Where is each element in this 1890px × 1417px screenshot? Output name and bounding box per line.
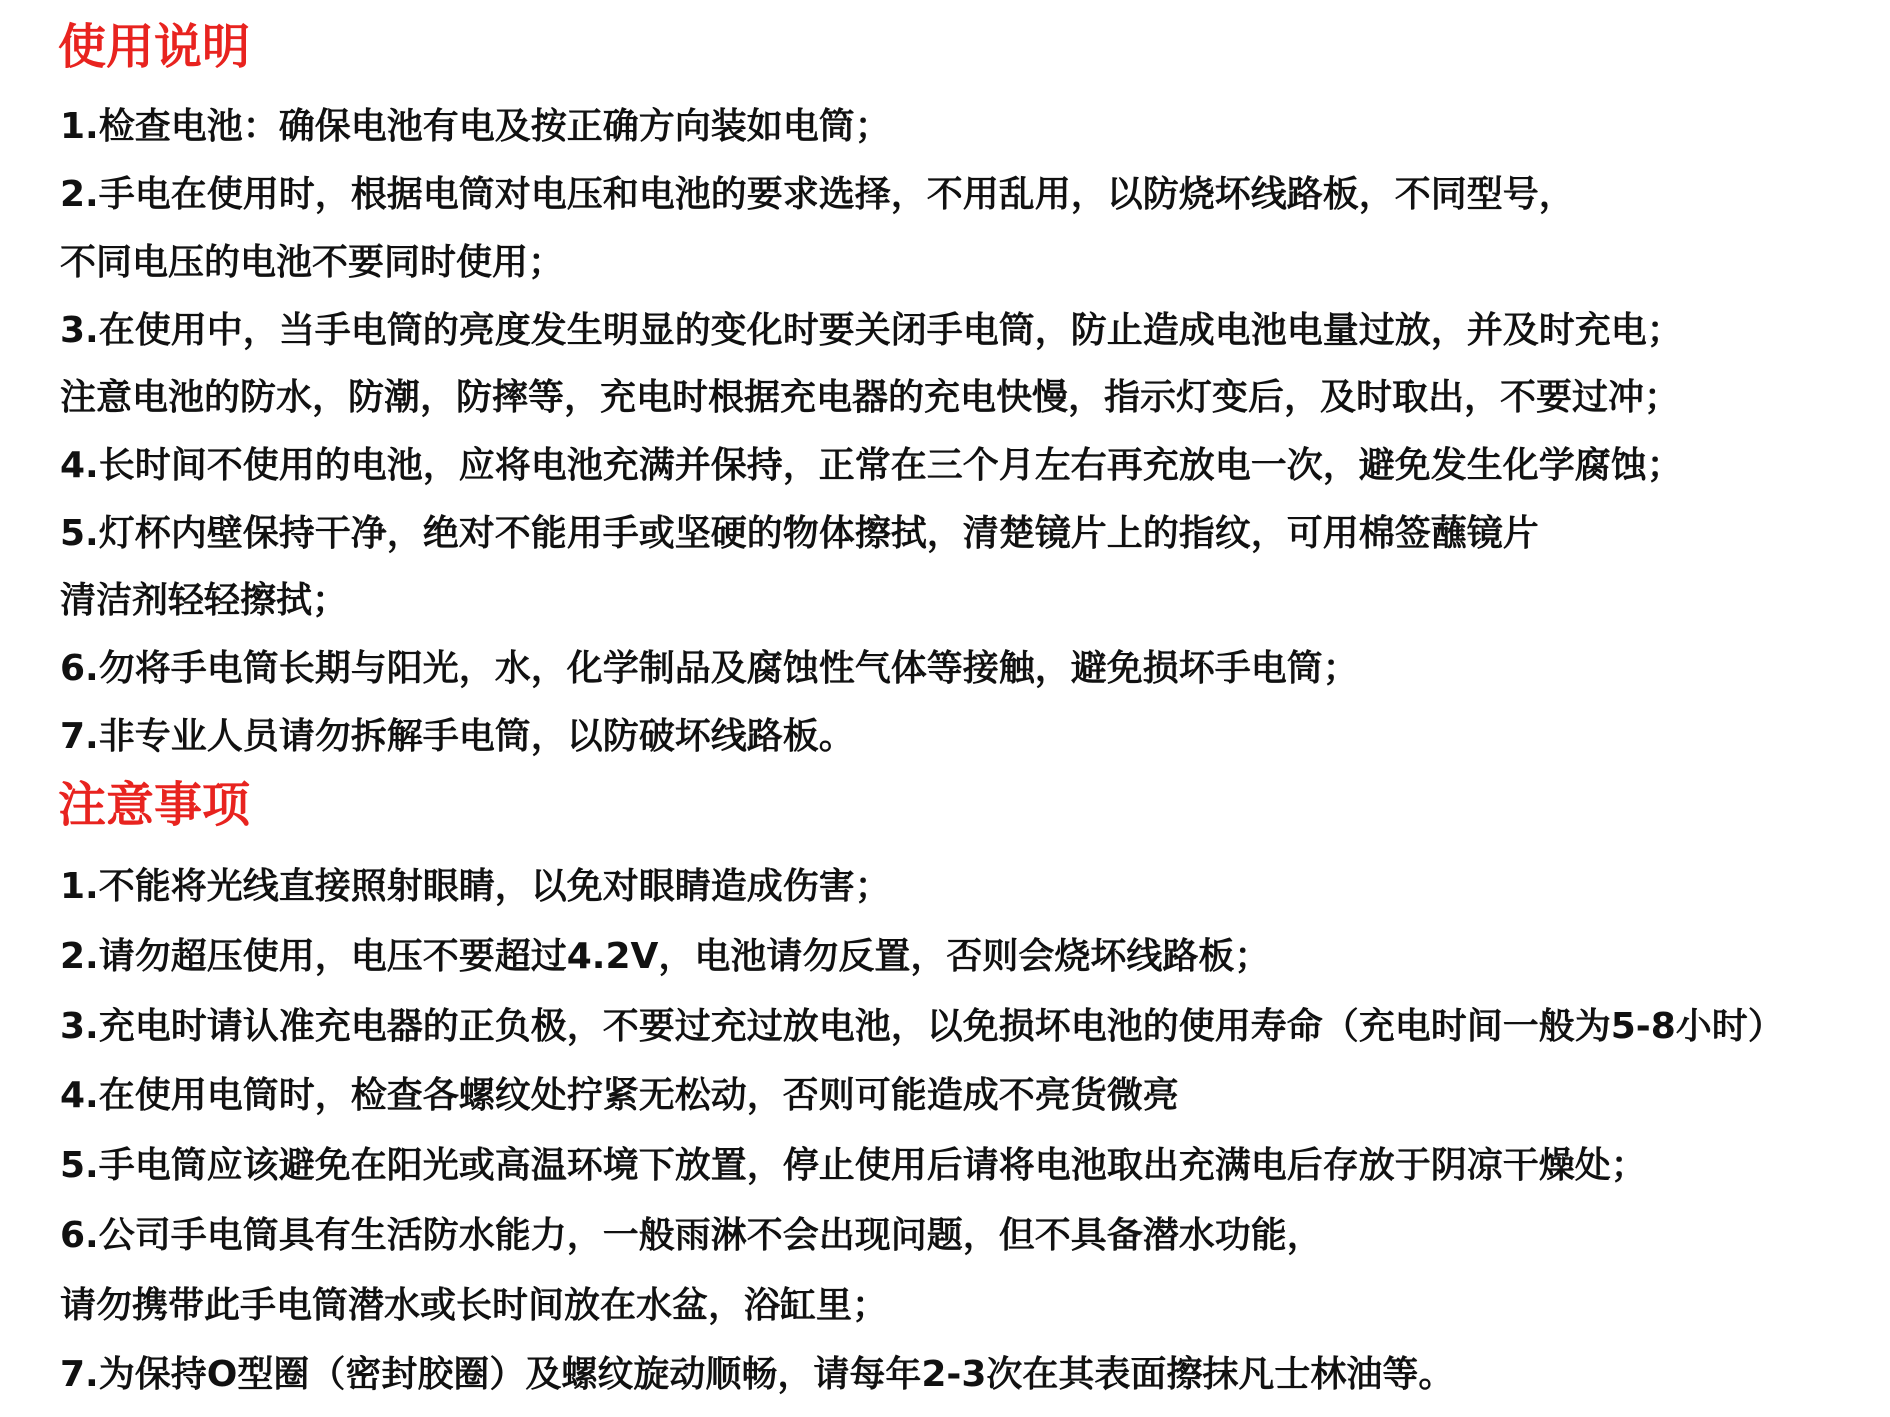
usage-title: 使用说明 — [58, 19, 251, 75]
notes-title: 注意事项 — [58, 777, 251, 833]
notes-line: 4.在使用电筒时，检查各螺纹处拧紧无松动，否则可能造成不亮货微亮 — [60, 1075, 1179, 1116]
notes-line: 1.不能将光线直接照射眼睛，以免对眼睛造成伤害； — [60, 866, 891, 907]
notes-line: 3.充电时请认准充电器的正负极，不要过充过放电池，以免损坏电池的使用寿命（充电时间一般为5-8小时） — [60, 1006, 1784, 1047]
notes-line: 请勿携带此手电筒潜水或长时间放在水盆，浴缸里； — [60, 1285, 889, 1326]
notes-line: 7.为保持O型圈（密封胶圈）及螺纹旋动顺畅，请每年2-3次在其表面擦抹凡士林油等。 — [60, 1354, 1455, 1395]
usage-line: 3.在使用中，当手电筒的亮度发生明显的变化时要关闭手电筒，防止造成电池电量过放，并及时充电； — [60, 310, 1683, 351]
usage-line: 1.检查电池：确保电池有电及按正确方向装如电筒； — [60, 106, 891, 147]
usage-line: 6.勿将手电筒长期与阳光，水，化学制品及腐蚀性气体等接触，避免损坏手电筒； — [60, 648, 1359, 689]
notes-line: 6.公司手电筒具有生活防水能力，一般雨淋不会出现问题，但不具备潜水功能， — [60, 1215, 1323, 1256]
usage-line: 不同电压的电池不要同时使用； — [60, 242, 565, 283]
usage-line: 2.手电在使用时，根据电筒对电压和电池的要求选择，不用乱用，以防烧坏线路板，不同型号， — [60, 174, 1575, 215]
notes-line: 5.手电筒应该避免在阳光或高温环境下放置，停止使用后请将电池取出充满电后存放于阴凉干燥处； — [60, 1145, 1647, 1186]
usage-line: 7.非专业人员请勿拆解手电筒，以防破坏线路板。 — [60, 716, 855, 757]
usage-line: 注意电池的防水，防潮，防摔等，充电时根据充电器的充电快慢，指示灯变后，及时取出，不要过冲； — [60, 377, 1681, 418]
usage-line: 清洁剂轻轻擦拭； — [60, 580, 349, 621]
notes-line: 2.请勿超压使用，电压不要超过4.2V，电池请勿反置，否则会烧坏线路板； — [60, 936, 1271, 977]
usage-line: 5.灯杯内壁保持干净，绝对不能用手或坚硬的物体擦拭，清楚镜片上的指纹，可用棉签蘸镜片 — [60, 513, 1539, 554]
usage-line: 4.长时间不使用的电池，应将电池充满并保持，正常在三个月左右再充放电一次，避免发生化学腐蚀； — [60, 445, 1683, 486]
